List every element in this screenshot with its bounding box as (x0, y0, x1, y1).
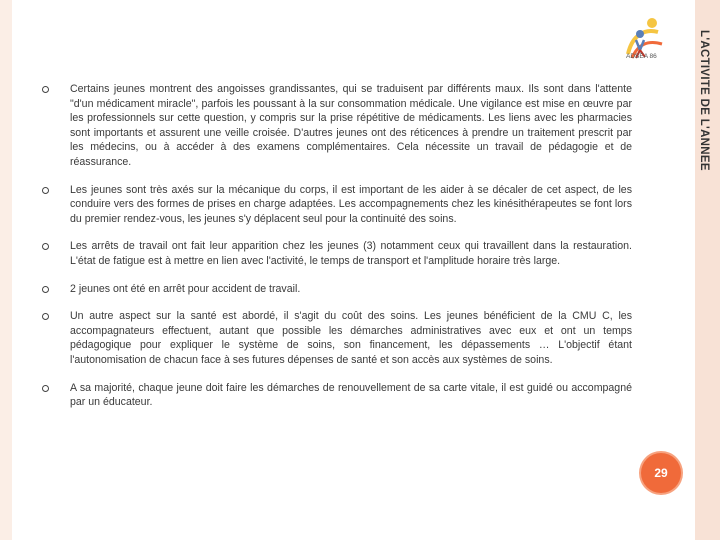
list-item-text: A sa majorité, chaque jeune doit faire les démarches de renouvellement de sa carte vitale, il est guidé ou accompagné par un éducateur. (70, 381, 632, 409)
bullet-icon (42, 313, 49, 320)
section-title: L'ACTIVITE DE L'ANNEE (698, 30, 710, 171)
list-item-text: 2 jeunes ont été en arrêt pour accident de travail. (70, 282, 301, 295)
bullet-icon (42, 385, 49, 392)
bullet-icon (42, 286, 49, 293)
list-item (42, 381, 632, 410)
list-item-text: Un autre aspect sur la santé est abordé, il s'agit du coût des soins. Les jeunes bénéficient de la CMU C, les accompagnateurs effectuent, autant que possible les démarches administratives avec eux et ont un temps pédagogique pour expliquer le système de soins, son financement, les dépassements … L'objectif étant l'autonomisation de chacun face à ses futures dépenses de santé et son accès aux systèmes de soins. (70, 310, 632, 366)
page-number-badge: 29 (641, 453, 681, 493)
bullet-icon (42, 243, 49, 250)
list-item-text: Les jeunes sont très axés sur la mécanique du corps, il est important de les aider à se décaler de cet aspect, de les conduire vers des formes de prises en charge adaptées. Les accompagnements chez les kinésithérapeutes se font lors du premier rendez-vous, les jeunes s'y déplacent seul pour la continuité des soins. (70, 183, 632, 225)
list-item-text: Les arrêts de travail ont fait leur apparition chez les jeunes (3) notamment ceux qui travaillent dans la restauration. L'état de fatigue est à mettre en lien avec l'activité, le temps de transport et l'amplitude horaire très large. (70, 240, 632, 267)
list-item (42, 82, 632, 170)
list-item (42, 309, 632, 367)
logo-caption: ADSEA 86 (626, 53, 657, 60)
left-margin-strip (0, 0, 12, 540)
list-item (42, 183, 632, 227)
list-item (42, 282, 632, 297)
bullet-icon (42, 86, 49, 93)
bullet-list (42, 82, 632, 423)
bullet-icon (42, 187, 49, 194)
list-item-text: Certains jeunes montrent des angoisses grandissantes, qui se traduisent par différents maux. Ils sont dans l'attente "d'un médicament miracle", parfois les poussant à la sur consommation médicale. Une vigilance est mise en œuvre par les professionnels sur cette question, y compris sur la prise répétitive de médicaments. Les liens avec les pharmacies sont importants et assurent une veille croisée. D'autres jeunes ont des réticences à prendre un traitement prescrit par les médecins, ou à accéder à des examens complémentaires. Cela nécessite un travail de pédagogie et de réassurance. (70, 83, 632, 168)
list-item (42, 239, 632, 268)
